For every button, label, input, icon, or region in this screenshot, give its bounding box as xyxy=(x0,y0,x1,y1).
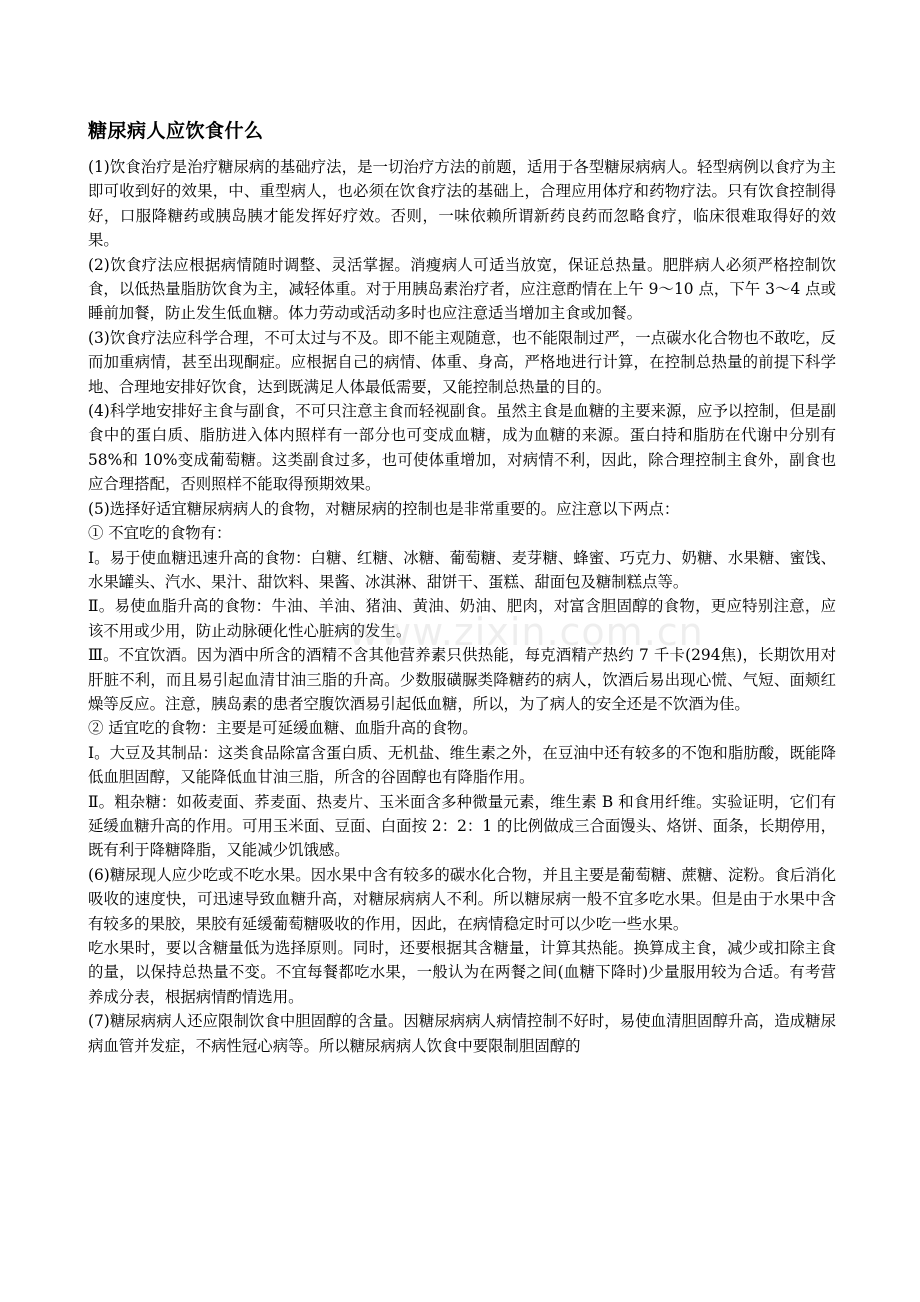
paragraph-avoid-item-2: Ⅱ。易使血脂升高的食物：牛油、羊油、猪油、黄油、奶油、肥肉，对富含胆固醇的食物，更应特别注意，应该不用或少用，防止动脉硬化性心脏病的发生。 xyxy=(88,597,836,640)
paragraph-5: (5)选择好适宜糖尿病病人的食物，对糖尿病的控制也是非常重要的。应注意以下两点： xyxy=(88,499,680,518)
paragraph-avoid-item-1: Ⅰ。易于使血糖迅速升高的食物：白糖、红糖、冰糖、葡萄糖、麦芽糖、蜂蜜、巧克力、奶糖、水果糖、蜜饯、水果罐头、汽水、果汁、甜饮料、果酱、冰淇淋、甜饼干、蛋糕、甜面包及糖制糕点等。 xyxy=(88,548,836,591)
watermark: www.zixin.com.cn xyxy=(348,610,704,654)
paragraph-1: (1)饮食治疗是治疗糖尿病的基础疗法，是一切治疗方法的前题，适用于各型糖尿病病人。轻型病例以食疗为主即可收到好的效果，中、重型病人，也必须在饮食疗法的基础上，合理应用体疗和药物疗法。只有饮食控制得好，口服降糖药或胰岛胰才能发挥好疗效。否则，一味依赖所谓新药良药而忽略食疗，临床很难取得好的效果。 xyxy=(88,158,836,250)
paragraph-6: (6)糖尿现人应少吃或不吃水果。因水果中含有较多的碳水化合物，并且主要是葡萄糖、蔗糖、淀粉。食后消化吸收的速度快，可迅速导致血糖升高，对糖尿病病人不利。所以糖尿病一般不宜多吃水果。但是由于水果中含有较多的果胶，果胶有延缓葡萄糖吸收的作用，因此，在病情稳定时可以少吃一些水果。 xyxy=(88,865,836,933)
paragraph-suitable-item-1: Ⅰ。大豆及其制品：这类食品除富含蛋白质、无机盐、维生素之外，在豆油中还有较多的不饱和脂肪酸，既能降低血胆固醇，又能降低血甘油三脂，所含的谷固醇也有降脂作用。 xyxy=(88,743,836,787)
paragraph-suitable-item-2: Ⅱ。粗杂糖：如莜麦面、荞麦面、热麦片、玉米面含多种微量元素，维生素 B 和食用纤维。实验证明，它们有延缓血糖升高的作用。可用玉米面、豆面、白面按 2：2：1 的比例做成三合面馒头、烙饼、面条，长期停用，既有利于降糖降脂，又能减少饥饿感。 xyxy=(88,792,836,860)
paragraph-5-subheading-avoid: ① 不宜吃的食物有： xyxy=(88,524,232,543)
paragraph-avoid-item-3: Ⅲ。不宜饮酒。因为酒中所含的酒精不含其他营养素只供热能，每克酒精产热约 7 千卡(294焦)，长期饮用对肝脏不利，而且易引起血清甘油三脂的升高。少数服磺脲类降糖药的病人，饮酒后易出现心慌、气短、面颊红燥等反应。注意，胰岛素的患者空腹饮酒易引起低血糖，所以，为了病人的安全还是不饮酒为佳。 xyxy=(88,646,836,713)
document-page xyxy=(88,118,836,1058)
paragraph-7: (7)糖尿病病人还应限制饮食中胆固醇的含量。因糖尿病病人病情控制不好时，易使血清胆固醇升高，造成糖尿病血管并发症，不病性冠心病等。所以糖尿病病人饮食中要限制胆固醇的 xyxy=(88,1012,836,1055)
paragraph-6-continued: 吃水果时，要以含糖量低为选择原则。同时，还要根据其含糖量，计算其热能。换算成主食，减少或扣除主食的量，以保持总热量不变。不宜每餐都吃水果，一般认为在两餐之间(血糖下降时)少量服用较为合适。有考营养成分表，根据病情酌情选用。 xyxy=(88,939,836,1006)
paragraph-2: (2)饮食疗法应根据病情随时调整、灵活掌握。消瘦病人可适当放宽，保证总热量。肥胖病人必须严格控制饮食，以低热量脂肪饮食为主，减轻体重。对于用胰岛素治疗者，应注意酌情在上午 9～10 点，下午 3～4 点或睡前加餐，防止发生低血糖。体力劳动或活动多时也应注意适当增加主食或加餐。 xyxy=(88,255,836,323)
paragraph-3: (3)饮食疗法应科学合理，不可太过与不及。即不能主观随意，也不能限制过严，一点碳水化合物也不敢吃，反而加重病情，甚至出现酮症。应根据自己的病情、体重、身高，严格地进行计算，在控制总热量的前提下科学地、合理地安排好饮食，达到既满足人体最低需要，又能控制总热量的目的。 xyxy=(88,328,836,396)
document-title: 糖尿病人应饮食什么 xyxy=(88,120,264,142)
paragraph-5-subheading-suitable: ② 适宜吃的食物：主要是可延缓血糖、血脂升高的食物。 xyxy=(88,719,478,738)
paragraph-4: (4)科学地安排好主食与副食，不可只注意主食而轻视副食。虽然主食是血糖的主要来源，应予以控制，但是副食中的蛋白质、脂肪进入体内照样有一部分也可变成血糖，成为血糖的来源。蛋白持和脂肪在代谢中分别有 58%和 10%变成葡萄糖。这类副食过多，也可使体重增加，对病情不利，因此，除合理控制主食外，副食也应合理搭配，否则照样不能取得预期效果。 xyxy=(88,402,836,494)
